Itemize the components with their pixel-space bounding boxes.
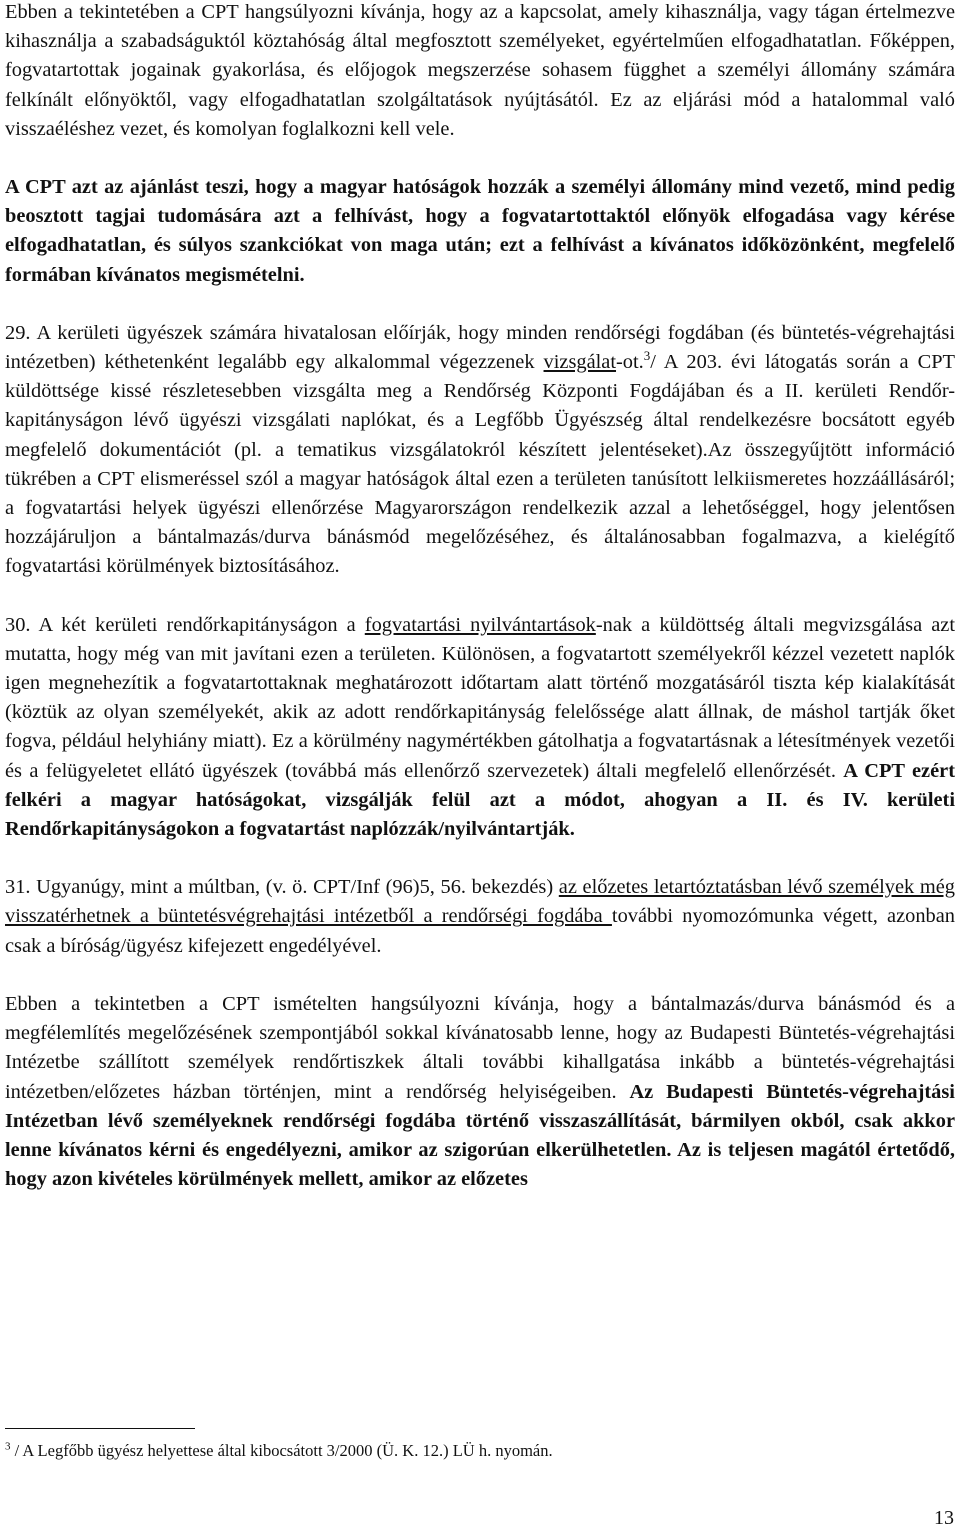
underlined-phrase: az előzetes letartóztatásban lévő személyek még visszatérhetnek a büntetésvégrehajtási intézetből a rendőrségi fogdába [5, 876, 955, 928]
bold-recommendation: Az Budapesti Büntetés-végrehajtási Intézetban lévő személyeknek rendőrségi fogdába történő visszaszállítását, bármilyen okból, csak akkor lenne kívánatos kérni és engedélyezni, amikor az szigorúan elkerülhetetlen. Az is teljesen magától értetődő, hogy azon kivételes körülmények mellett, amikor az előzetes [5, 1080, 955, 1191]
footnote-reference[interactable]: 3 [643, 348, 651, 364]
text-run: -ot. [616, 351, 644, 374]
text-run: -nak a küldöttség általi megvizsgálása azt mutatta, hogy még van mit javítani ezen a területen. Különösen, a fogvatartott személyekről kézzel vezetett naplók igen megnehezítik a fogvatartottaknak meghatározott időtartam alatt történő mozgatásáról tiszta kép kialakítását (köztük az olyan személyekét, akik az adott rendőrkapitányság felelőssége alatt állnak, de máshol tartják őket fogva, például helyhiány miatt). Ez a körülmény nagymértékben gátolhatja a fogvatartásnak a létesítmények vezetői és a felügyeletet ellátó ügyészek (továbbá más ellenőrző szervezetek) általi megfelelő ellenőrzését. [5, 613, 955, 782]
footnote-separator [5, 1428, 195, 1429]
underlined-term: vizsgálat [543, 351, 617, 374]
bold-recommendation: A CPT azt az ajánlást teszi, hogy a magyar hatóságok hozzák a személyi állomány mind vezető, mind pedig beosztott tagjai tudomására azt a felhívást, hogy a fogvatartottaktól előnyök elfogadása vagy kérése elfogadhatatlan, és súlyos szankciókat von maga után; ezt a felhívást a kívánatos időközönként, megfelelő formában kívánatos megismételni. [5, 176, 955, 286]
text-run: Ebben a tekintetében a CPT hangsúlyozni kívánja, hogy az a kapcsolat, amely kihasználja, vagy tágan értelmezve kihasználja a szabadságuktól köztahóság által megfosztott személyeket, egyértelműen elfogadhatatlan. Főképpen, fogvatartottak jogainak gyakorlása, és előjogok megszerzése sohasem függhet a személyi állomány számára felkínált előnyöktől, vagy elfogadhatatlan szolgáltatások nyújtásától. Ez az eljárási mód a hatalommal való visszaéléshez vezet, és komolyan foglalkozni kell vele. [5, 1, 955, 140]
bold-recommendation: A CPT ezért felkéri a magyar hatóságokat, vizsgálják felül azt a módot, ahogyan a II. és IV. kerületi Rendőrkapitányságokon a fogvatartást naplózzák/nyilvántartják. [5, 759, 956, 841]
body-text [5, 0, 955, 1194]
text-run: további nyomozómunka végett, azonban csak a bíróság/ügyész kifejezett engedélyével. [5, 905, 955, 957]
footnote [5, 1440, 955, 1462]
underlined-term: fogvatartási nyilvántartások [364, 613, 596, 636]
paragraph-31 [5, 873, 955, 961]
text-run: 30. A két kerületi rendőrkapitányságon a [5, 613, 365, 636]
text-run: 31. Ugyanúgy, mint a múltban, (v. ö. CPT/Inf (96)5, 56. bekezdés) [5, 876, 559, 899]
footnote-number: 3 [5, 1440, 11, 1453]
text-run: / A 203. évi látogatás során a CPT küldöttsége kissé részletesebben vizsgálta meg a Rendőrség Központi Fogdájában és a II. kerületi Rendőr-kapitányságon lévő ügyészi vizsgálati naplókat, és a Legfőbb Ügyészség által rendelkezésre bocsátott egyéb megfelelő dokumentációt (pl. a tematikus vizsgálatokról készített jelentéseket).Az összegyűjtött információ tükrében a CPT elismeréssel szól a magyar hatóságok által ezen a területen tanúsított lelkiismeretes hozzáállásáról; a fogvatartási helyek ügyészi ellenőrzése Magyarországon rendelkezik azzal a lehetőséggel, hogy jelentősen hozzájáruljon a bántalmazás/durva bánásmód megelőzéséhez, és általánosabban fogalmazva, a kielégítő fogvatartási körülmények biztosításához. [5, 351, 955, 578]
paragraph-emphasis [5, 990, 955, 1194]
text-run: 29. A kerületi ügyészek számára hivatalosan előírják, hogy minden rendőrségi fogdában (és büntetés-végrehajtási intézetben) kéthetenként legalább egy alkalommal végezzenek [5, 321, 955, 374]
paragraph-recommendation [5, 173, 955, 290]
text-run: Ebben a tekintetben a CPT ismételten hangsúlyozni kívánja, hogy a bántalmazás/durva bánásmód és a megfélemlítés megelőzésének szempontjából sokkal kívánatosabb lenne, hogy az Budapesti Büntetés-végrehajtási Intézetbe szállított személyek rendőrtiszkek általi további kihallgatása inkább a büntetés-végrehajtási intézetben/előzetes házban történjen, mint a rendőrség helyiségeiben. [5, 992, 955, 1103]
footnote-text: / A Legfőbb ügyész helyettese által kibocsátott 3/2000 (Ü. K. 12.) LÜ h. nyomán. [10, 1441, 553, 1460]
paragraph-30 [5, 611, 955, 845]
paragraph-29 [5, 319, 955, 582]
page-number: 13 [934, 1507, 954, 1529]
paragraph-intro [5, 0, 955, 144]
